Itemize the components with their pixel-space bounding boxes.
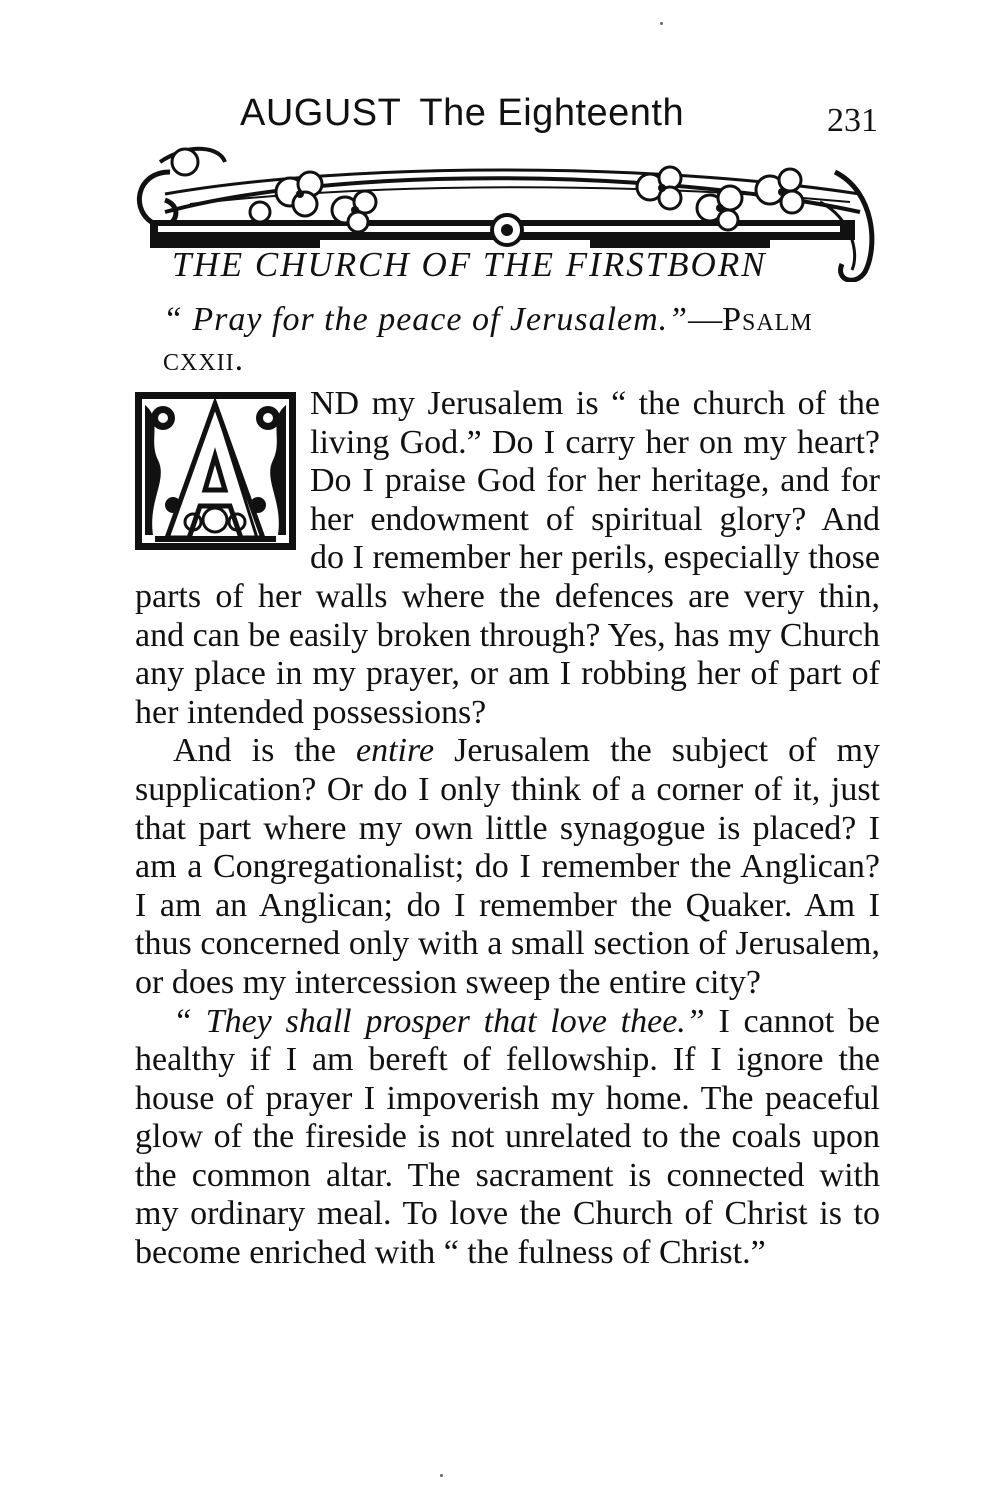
- paragraph-1: [135, 385, 880, 732]
- header-day: The Eighteenth: [419, 92, 685, 134]
- ink-speck: [440, 1474, 443, 1477]
- paragraph-2-emphasis: entire: [356, 732, 435, 770]
- header-month: AUGUST: [240, 92, 402, 134]
- paragraph-3: [135, 1003, 880, 1273]
- paragraph-3-text: I cannot be healthy if I am bereft of fellowship. If I ignore the house of prayer I impoverish my home. The peaceful glow of the fireside is not unrelated to the coals upon the common altar. The sacrament is connected with my ordinary meal. To love the Church of Christ is to become enriched with “ the fulness of Christ.”: [135, 1002, 880, 1272]
- ink-speck: [660, 22, 663, 25]
- epigraph-dash: —: [688, 301, 723, 338]
- paragraph-2: [135, 732, 880, 1002]
- dropcap-spacer: [135, 385, 310, 571]
- epigraph-quote: “ Pray for the peace of Jerusalem.”: [163, 301, 689, 338]
- epigraph: [135, 300, 880, 380]
- paragraph-2-lead: And is the: [173, 732, 356, 770]
- epigraph-line: [135, 300, 880, 380]
- epigraph-source: Psalm cxxii.: [163, 301, 813, 378]
- running-head: [240, 92, 684, 135]
- paragraph-1-text: ND my Jerusalem is “ the church of the living God.” Do I carry her on my heart? Do I praise God for her heritage, and for her endowment of spiritual glory? And do I remember her perils, especially those parts of her walls where the defences are very thin, and can be easily broken through? Yes, has my Church any place in my prayer, or am I robbing her of part of her intended possessions?: [135, 385, 881, 731]
- body-text: [135, 385, 880, 1273]
- page-number: 231: [827, 102, 878, 139]
- chapter-title: THE CHURCH OF THE FIRSTBORN: [172, 245, 767, 284]
- paragraph-2-text: Jerusalem the subject of my supplication? Or do I only think of a corner of it, just that part where my own little synagogue is placed? I am a Congregationalist; do I remember the Anglican? I am an Anglican; do I remember the Quaker. Am I thus concerned only with a small section of Jerusalem, or does my intercession sweep the entire city?: [135, 732, 880, 1001]
- paragraph-3-quote: “ They shall prosper that love thee.”: [173, 1002, 705, 1040]
